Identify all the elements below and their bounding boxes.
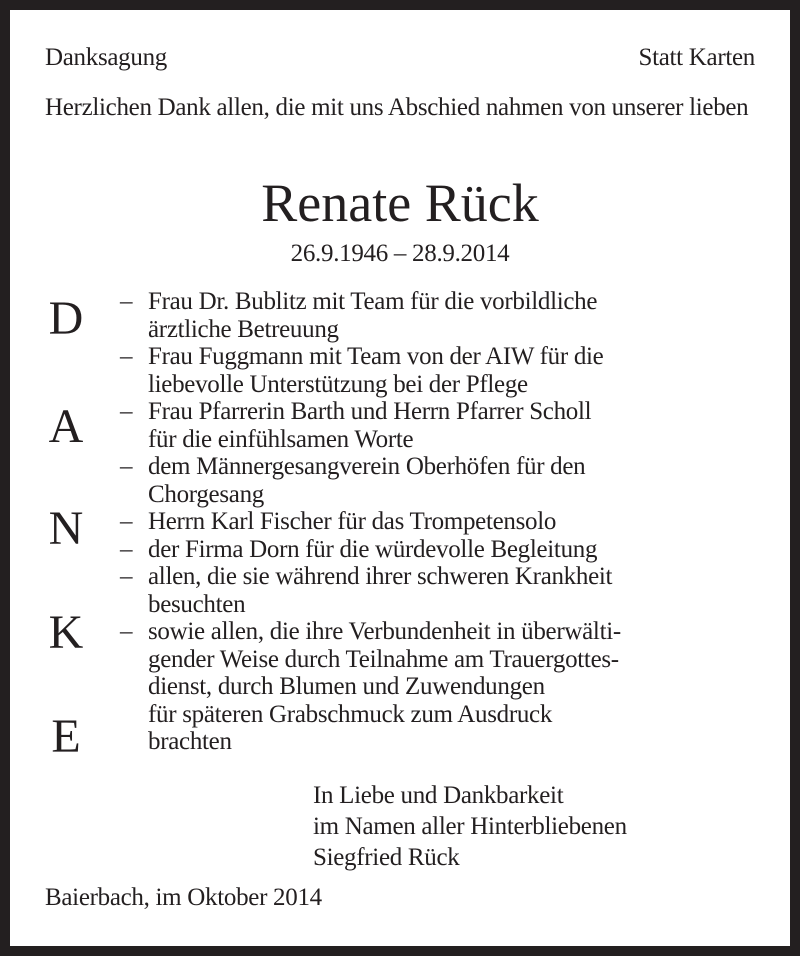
thanks-list [120,288,760,756]
deceased-dates: 26.9.1946 – 28.9.2014 [290,240,510,267]
deceased-name: Renate Rück [261,173,539,233]
header-danksagung: Danksagung [45,44,167,71]
place-date: Baierbach, im Oktober 2014 [45,884,322,911]
side-letter-d: D [48,292,84,345]
thanks-line: sowie allen, die ihre Verbundenheit in überwälti- [148,618,621,645]
signature-name: Siegfried Rück [313,844,460,871]
thanks-item [120,398,760,453]
header-statt-karten: Statt Karten [638,44,755,71]
thanks-line: allen, die sie während ihrer schweren Krankheit [148,563,613,590]
dash: – [120,563,133,590]
thanks-line: dienst, durch Blumen und Zuwendungen [148,673,545,700]
side-letter-k: K [48,606,84,659]
thanks-item [120,618,760,756]
dash: – [120,508,133,535]
dash: – [120,453,133,480]
thanks-line: Frau Pfarrerin Barth und Herrn Pfarrer Scholl [148,398,592,425]
dash: – [120,398,133,425]
thanks-item [120,536,760,564]
dash: – [120,343,133,370]
dash: – [120,288,133,315]
obituary-notice [10,10,790,946]
thanks-line: besuchten [148,590,246,618]
thanks-item [120,563,760,618]
thanks-line: ärztliche Betreuung [148,315,339,343]
thanks-line: liebevolle Unterstützung bei der Pflege [148,370,528,398]
thanks-item [120,453,760,508]
signature-block [313,780,627,873]
thanks-line: Herrn Karl Fischer für das Trompetensolo [148,508,557,535]
side-letter-e: E [51,710,81,763]
thanks-line: der Firma Dorn für die würdevolle Begleitung [148,535,598,563]
thanks-line: Chorgesang [148,480,264,508]
side-letter-n: N [48,502,84,555]
dash: – [120,618,133,645]
dash: – [120,535,133,563]
thanks-line: für späteren Grabschmuck zum Ausdruck [148,700,553,728]
intro-text: Herzlichen Dank allen, die mit uns Abschied nahmen von unserer lieben [45,94,749,121]
thanks-line: Frau Fuggmann mit Team von der AIW für die [148,343,604,370]
signature-line-1: In Liebe und Dankbarkeit [313,782,564,809]
thanks-line: dem Männergesangverein Oberhöfen für den [148,453,586,480]
thanks-item [120,508,760,536]
thanks-line: gender Weise durch Teilnahme am Trauergottes- [148,645,619,673]
thanks-item [120,343,760,398]
thanks-line: für die einfühlsamen Worte [148,425,414,453]
side-letter-a: A [48,400,84,453]
signature-line-2: im Namen aller Hinterbliebenen [313,813,627,840]
thanks-item [120,288,760,343]
thanks-line: brachten [148,728,232,755]
thanks-line: Frau Dr. Bublitz mit Team für die vorbildliche [148,288,598,315]
